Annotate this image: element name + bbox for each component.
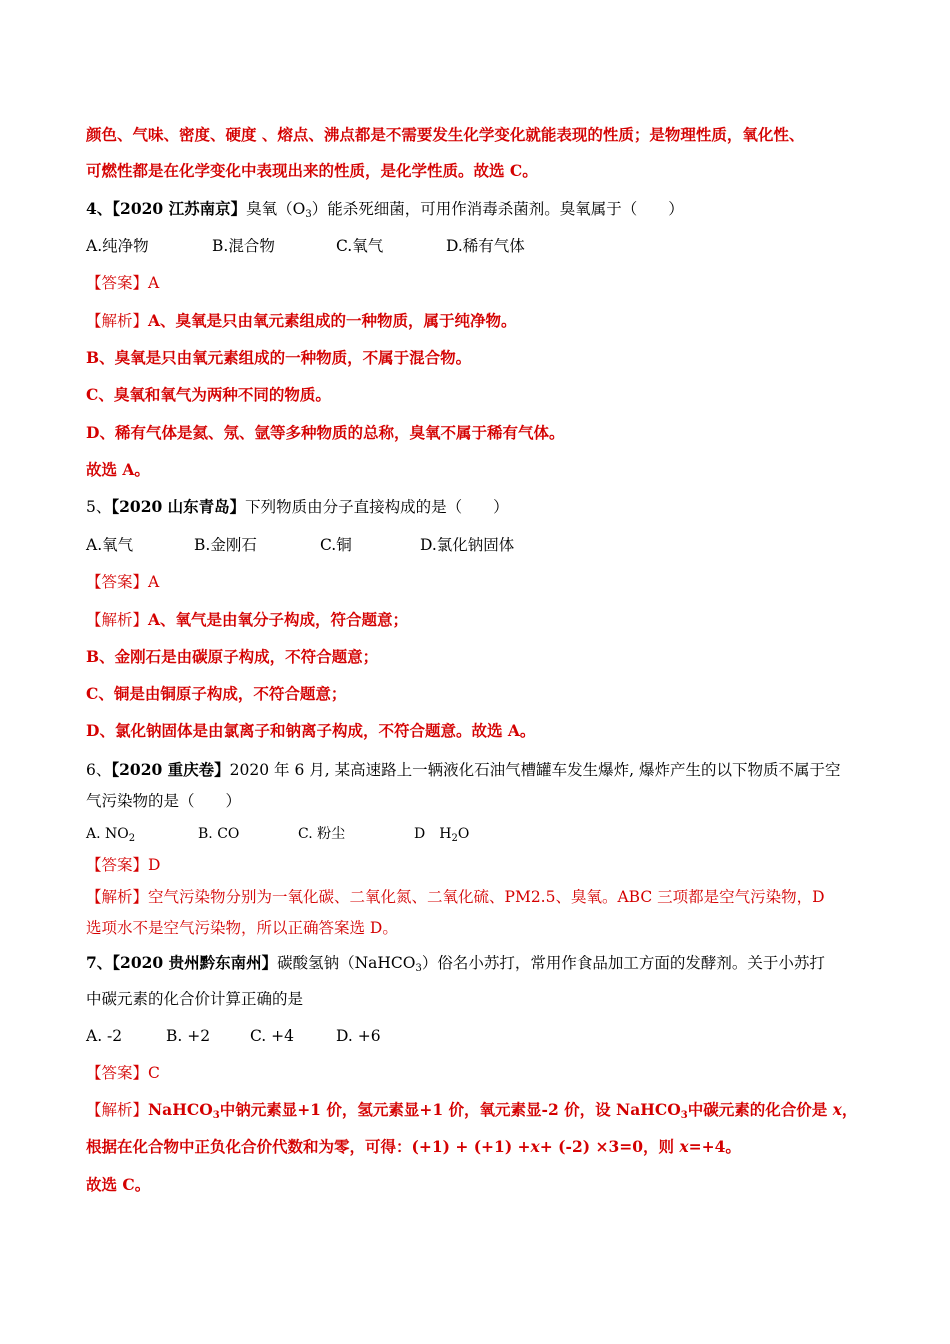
q4-options	[86, 235, 525, 257]
q5-options	[86, 534, 514, 556]
q5-stem: 5、【2020 山东青岛】下列物质由分子直接构成的是（ ）	[86, 497, 509, 516]
q5-option-d: D.氯化钠固体	[420, 536, 515, 554]
q4-option-a: A.纯净物	[86, 237, 149, 255]
q5-answer: 【答案】A	[86, 573, 160, 591]
q6-number: 6、	[86, 761, 112, 779]
q7-variable-x: x	[832, 1100, 842, 1119]
q7-option-b: B. +2	[166, 1027, 211, 1045]
q4-analysis-2: B、臭氧是只由氧元素组成的一种物质，不属于混合物。	[86, 348, 472, 367]
q7-number: 7、	[86, 953, 113, 972]
q6-stem-2: 气污染物的是（ ）	[86, 792, 242, 810]
q5-number: 5、	[86, 498, 112, 516]
q7-option-c: C. +4	[250, 1027, 295, 1045]
q4-option-c: C.氧气	[336, 237, 384, 255]
q7-option-a: A. -2	[86, 1027, 123, 1045]
q7-stem-1: 7、【2020 贵州黔东南州】碳酸氢钠（NaHCO$_3$）俗名小苏打，常用作食品加工方面的发酵剂。关于小苏打	[86, 953, 825, 974]
q4-answer: 【答案】A	[86, 274, 160, 292]
q6-option-a: A. $NO_2$	[86, 826, 136, 844]
q4-analysis-3: C、臭氧和氧气为两种不同的物质。	[86, 385, 331, 404]
q4-option-d: D.稀有气体	[446, 237, 525, 255]
intro-line-2: 可燃性都是在化学变化中表现出来的性质，是化学性质。故选 C。	[86, 161, 538, 180]
q6-stem-1: 6、【2020 重庆卷】2020 年 6 月, 某高速路上一辆液化石油气槽罐车发生爆炸, 爆炸产生的以下物质不属于空	[86, 760, 841, 779]
q6-analysis-1: 【解析】空气污染物分别为一氧化碳、二氧化氮、二氧化硫、PM2.5、臭氧。ABC 三项都是空气污染物，D	[86, 888, 825, 906]
q5-analysis-3: C、铜是由铜原子构成，不符合题意；	[86, 684, 347, 703]
q7-variable-x-3: x	[679, 1137, 689, 1156]
q7-variable-x-2: x	[530, 1137, 540, 1156]
q5-option-a: A.氧气	[86, 536, 134, 554]
intro-line-1: 颜色、气味、密度、硬度 、熔点、沸点都是不需要发生化学变化就能表现的性质；是物理性质，氧化性、	[86, 125, 805, 144]
q5-analysis-label: 【解析】	[86, 611, 149, 629]
q4-analysis-4: D、稀有气体是氦、氖、氩等多种物质的总称，臭氧不属于稀有气体。	[86, 423, 565, 442]
q7-analysis-1: 【解析】NaHCO$_3$中钠元素显+1 价，氢元素显+1 价，氧元素显-2 价，设 NaHCO$_3$中碳元素的化合价是 x，	[86, 1100, 858, 1121]
q6-answer: 【答案】D	[86, 856, 161, 874]
q5-source: 【2020 山东青岛】	[111, 497, 246, 516]
q7-stem-2: 中碳元素的化合价计算正确的是	[86, 990, 304, 1008]
q5-analysis-2: B、金刚石是由碳原子构成，不符合题意；	[86, 647, 379, 666]
q7-source: 【2020 贵州黔东南州】	[112, 953, 278, 972]
q6-source: 【2020 重庆卷】	[111, 760, 230, 779]
q6-option-c: C. 粉尘	[298, 826, 346, 842]
q4-number: 4、	[86, 199, 113, 218]
q4-stem: 4、【2020 江苏南京】臭氧$(O_3)$能杀死细菌，可用作消毒杀菌剂。臭氧属于（ ）	[86, 199, 684, 220]
q7-conclusion: 故选 C。	[86, 1175, 151, 1194]
q6-option-d: D $H_2O$	[414, 826, 470, 844]
q7-analysis-label: 【解析】	[86, 1101, 149, 1119]
q5-option-c: C.铜	[320, 536, 352, 554]
q4-source: 【2020 江苏南京】	[112, 199, 247, 218]
q6-option-b: B. CO	[198, 826, 240, 842]
q5-option-b: B.金刚石	[194, 536, 257, 554]
q4-conclusion: 故选 A。	[86, 460, 150, 479]
q7-options	[86, 1025, 381, 1047]
q4-option-b: B.混合物	[212, 237, 275, 255]
q6-options	[86, 823, 469, 845]
q7-analysis-2: 根据在化合物中正负化合价代数和为零，可得：(+1) + (+1) +x+ (-2) ×3=0，则 x=+4。	[86, 1137, 741, 1156]
q7-answer: 【答案】C	[86, 1064, 160, 1082]
q5-analysis-4: D、氯化钠固体是由氯离子和钠离子构成，不符合题意。故选 A。	[86, 721, 536, 740]
q4-analysis-label: 【解析】	[86, 312, 149, 330]
q6-analysis-label: 【解析】	[86, 888, 149, 906]
q6-analysis-2: 选项水不是空气污染物，所以正确答案选 D。	[86, 919, 398, 937]
q7-option-d: D. +6	[336, 1027, 381, 1045]
q5-analysis-1: 【解析】A、氧气是由氧分子构成，符合题意；	[86, 610, 409, 629]
q4-analysis-1: 【解析】A、臭氧是只由氧元素组成的一种物质，属于纯净物。	[86, 311, 517, 330]
